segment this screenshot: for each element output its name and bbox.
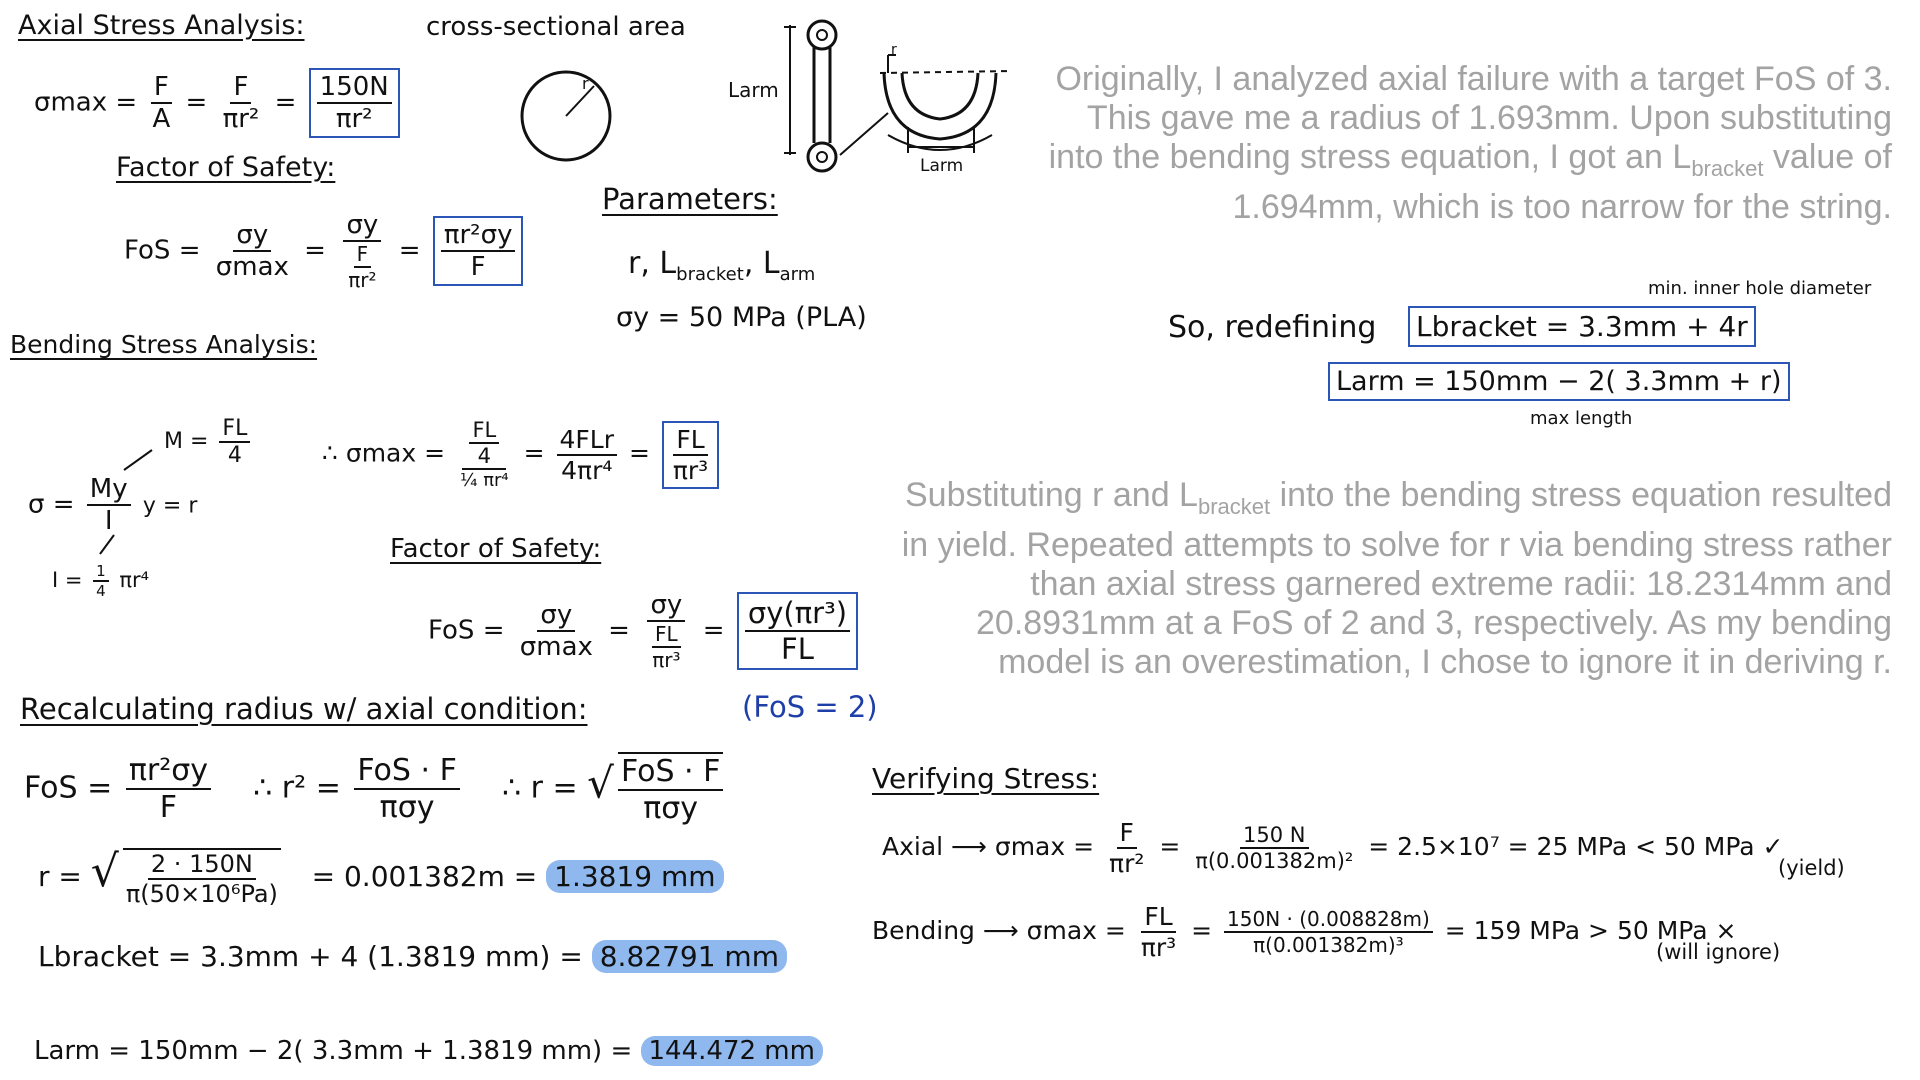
min-hole-note: min. inner hole diameter [1648,278,1872,299]
bending-result-box [662,421,719,489]
fraction-r-value [123,848,281,908]
fraction-sqrt-fosf-over-pisy [618,752,723,826]
frac-num: My [87,474,131,506]
note-line [892,476,1892,526]
fos-label: FoS [428,615,475,646]
recalc-heading: Recalculating radius w/ axial condition: [20,692,588,726]
sigma-max: σmax [34,87,108,118]
frac-den: πσy [379,790,435,825]
frac-num: F [230,72,251,104]
note-paragraph-1 [932,60,1892,227]
bending-smax: σmax = [1026,916,1126,945]
la-mid: = 150mm − 2( 3.3mm + 1.3819 mm) = [108,1036,633,1066]
param-lbracket-sub: bracket [676,264,744,285]
fraction-my-over-i [87,474,131,536]
fos2-heading: Factor of Safety: [390,534,602,564]
smax-label: σmax = [345,438,446,468]
fraction-sy-over-smax [213,220,292,282]
frac-den: πr² [222,104,260,134]
frac-num: σy [647,590,685,622]
note-line: 1.694mm, which is too narrow for the string. [1232,187,1892,226]
bending-heading: Bending Stress Analysis: [10,330,318,359]
axial-result-box [309,68,400,138]
frac-num: F [1117,818,1137,849]
frac-num: σy [233,220,271,252]
recalc-la-row [34,1036,823,1066]
la-lhs: Larm [34,1036,100,1066]
note-line [932,138,1892,188]
frac-num: πr²σy [441,220,516,252]
larm-box: Larm = 150mm − 2( 3.3mm + r) [1328,362,1790,401]
frac-den: 4 [477,444,492,468]
frac-den: F [470,252,486,282]
frac-den: πr³ [652,648,681,672]
bending-smax-eq: ∴ σmax = $\frac{\frac{FL}{4}}{\text{¼ πr⁴}}$ = $\frac{\text{4FLr}}{\text{4πr⁴}}$ = $\frac{FL}{\text{πr³}}$ [322,418,723,491]
parameters-line1: r, $L_{bracket}$, $L_{arm}$ [628,246,816,285]
fraction-one-quarter [93,562,109,600]
inner-fraction [345,242,379,292]
axial-equation: σmax = $\frac{F}{A}$ = $\frac{F}{\text{πr²}}$ = $\frac{150N}{\text{πr²}}$ [34,68,404,138]
fos1-result-box [433,216,524,286]
max-length-note: max length [1530,408,1633,429]
bending-sigma-eq [28,474,197,536]
inner-fraction [649,622,683,672]
frac-den [642,622,690,672]
frac-den: 4 [227,443,242,468]
frac-den: σmax [215,252,289,282]
so-redefining: So, redefining [1168,310,1377,345]
note-sub: bracket [1197,493,1271,519]
frac-den: π(0.001382m)² [1195,849,1354,873]
frac-den: πr² [1109,849,1145,878]
r-lhs: r = [38,860,82,893]
param-lbracket: L [659,246,677,281]
fraction-fosf-over-pisy [354,753,459,825]
fos1-equation: FoS = $\frac{\sigma y}{\sigma\max}$ = $\frac{\sigma y}{\frac{F}{\text{πr²}}}$ = $\frac{\text{πr²σy}}{F}$ [124,210,527,292]
axial-smax: σmax = [994,832,1095,861]
fraction-f-over-pir2 [1106,818,1147,878]
frac-den: πr² [335,104,373,134]
frac-num: 150N · (0.008828m) [1224,907,1433,933]
r-result: 1.3819 mm [546,860,723,893]
recalc-fos-note: (FoS = 2) [742,690,878,724]
note-line: model is an overestimation, I chose to ignore it in deriving r. [998,642,1892,681]
frac-den: πr² [348,268,377,292]
frac-num: FL [219,416,250,443]
fraction-fl-over-pir3 [1138,902,1179,962]
fraction-axial-numbers [1192,823,1356,873]
fos2-equation: FoS = $\frac{\sigma y}{\sigma\max}$ = $\frac{\sigma y}{\frac{FL}{\text{πr³}}}$ = $\frac{\text{σy(πr³)}}{FL}$ [428,590,862,672]
bending-result: = 159 MPa > 50 MPa × [1444,916,1737,945]
frac-num: FoS · F [354,753,459,790]
note-text: value of [1763,138,1892,176]
sketch-r-label: r [891,42,897,58]
frac-den: F [159,790,178,825]
frac-num: F [354,242,372,268]
frac-num: FL [673,425,707,456]
bending-label: Bending [872,916,975,945]
note-sub: bracket [1691,155,1764,181]
frac-num: 150 N [1240,823,1308,849]
fraction-f-over-pir2 [220,72,263,134]
recalc-eq-row [24,752,727,826]
note-line: 20.8931mm at a FoS of 2 and 3, respectively. As my bending [976,603,1892,642]
fraction-sy-over-smax [517,600,596,662]
lb-lhs: Lbracket [38,940,159,973]
note-line: than axial stress garnered extreme radii: 18.2314mm and [1030,564,1892,603]
fraction-pir2sy-over-f [126,753,211,825]
parameters-heading: Parameters: [602,182,778,216]
cross-section-r: r [582,74,589,93]
sqrt-symbol: √ [90,846,119,897]
frac-num: 2 · 150N [148,850,256,880]
recalc-lb-row [38,940,787,973]
verify-axial-row: Axial ⟶ σmax = $\frac{F}{\text{πr²}}$ = $\frac{150 N}{\text{π(0.001382m)²}}$ = 2.5×10⁷ = 25 MPa < 50 MPa ✓ [882,818,1784,878]
larm-left-label: Larm [728,78,779,102]
axial-heading: Axial Stress Analysis: [18,10,305,41]
verify-bending-row: Bending ⟶ σmax = $\frac{FL}{\text{πr³}}$ = $\frac{150N \cdot (0.008828m)}{\text{π(0.001382m)³}}$ = 159 MPa > 50 MPa × [872,902,1737,962]
fos1-heading: Factor of Safety: [116,152,336,183]
lbracket-box: Lbracket = 3.3mm + 4r [1408,306,1756,347]
cross-section-circle [516,66,616,166]
note-line: in yield. Repeated attempts to solve for r via bending stress rather [901,525,1892,564]
frac-den: πr³ [672,455,709,485]
frac-den: I [104,506,113,536]
fraction-fl-over-4 [219,416,250,468]
axial-result: = 2.5×10⁷ = 25 MPa < 50 MPa ✓ [1368,832,1784,861]
fraction-4flr-over-4pir4 [557,425,618,485]
fos-label: FoS [124,235,171,266]
frac-num: 1 [93,562,109,582]
bending-ignore-note: (will ignore) [1656,940,1781,964]
frac-num: FL [1141,902,1175,933]
r-mid: = 0.001382m = [311,860,538,893]
fraction-f-over-a [149,72,173,134]
y-equals-r: y = r [142,493,198,519]
axial-yield-note: (yield) [1778,856,1845,880]
lb-result: 8.82791 mm [592,940,787,973]
frac-num: F [151,72,172,104]
frac-den: FL [781,632,814,666]
frac-num: σy [343,210,381,242]
note-line: Originally, I analyzed axial failure with a target FoS of 3. [1055,60,1892,98]
sqrt-symbol: √ [587,758,614,808]
pi-r4: πr⁴ [119,568,150,592]
sigma-label: σ = [28,489,75,520]
frac-den: πσy [643,791,699,826]
param-larm: L [762,246,780,281]
parameters-line2: σy = 50 MPa (PLA) [616,302,867,333]
frac-num: πr²σy [126,753,211,790]
eq2-lhs: ∴ r² = [253,770,341,806]
frac-den [338,242,386,292]
fraction-bending-numbers [1224,907,1433,957]
frac-num: FL [652,622,681,648]
frac-num [462,418,506,470]
fraction-sy-over-f-pir2 [338,210,386,292]
frac-num: 150N [317,72,392,104]
param-r: r, [628,246,650,281]
fraction-sy-over-fl-pir3 [642,590,690,672]
axial-label: Axial [882,832,944,861]
therefore-symbol: ∴ [322,438,338,468]
frac-den: ¼ πr⁴ [460,470,509,491]
fos2-result-box [737,592,858,670]
frac-num: σy(πr³) [745,596,850,632]
frac-num: FoS · F [618,754,723,791]
note-line: This gave me a radius of 1.693mm. Upon substituting [1086,99,1892,137]
verify-heading: Verifying Stress: [872,762,1100,795]
la-result: 144.472 mm [641,1036,823,1066]
inner-fraction [469,418,499,468]
note-paragraph-2 [892,476,1892,682]
eq3-lhs: ∴ r = [501,770,578,806]
recalc-r-row [38,846,724,908]
note-text: into the bending stress equation resulted [1270,476,1892,514]
cross-section-label: cross-sectional area [426,12,686,42]
bending-i-eq [52,562,149,600]
frac-den: σmax [519,632,593,662]
frac-den: A [152,104,171,134]
m-label: M = [164,429,209,454]
larm-bottom-label: Larm [920,156,964,176]
i-label: I = [52,568,83,592]
frac-num: σy [537,600,575,632]
frac-num: 4FLr [557,425,618,456]
frac-den: 4 [96,582,106,600]
param-larm-sub: arm [779,264,816,285]
note-text: into the bending stress equation, I got an L [1048,138,1692,176]
frac-den: 4πr⁴ [561,455,613,485]
eq1-lhs: FoS = [24,770,113,806]
fraction-fl4-over-quarter-pir4 [457,418,512,491]
frac-den: π(0.001382m)³ [1253,933,1404,957]
lb-mid: = 3.3mm + 4 (1.3819 mm) = [167,940,583,973]
frac-den: π(50×10⁶Pa) [125,880,278,908]
frac-num: FL [469,418,499,444]
frac-den: πr³ [1140,933,1177,962]
note-text: Substituting r and L [905,476,1198,514]
